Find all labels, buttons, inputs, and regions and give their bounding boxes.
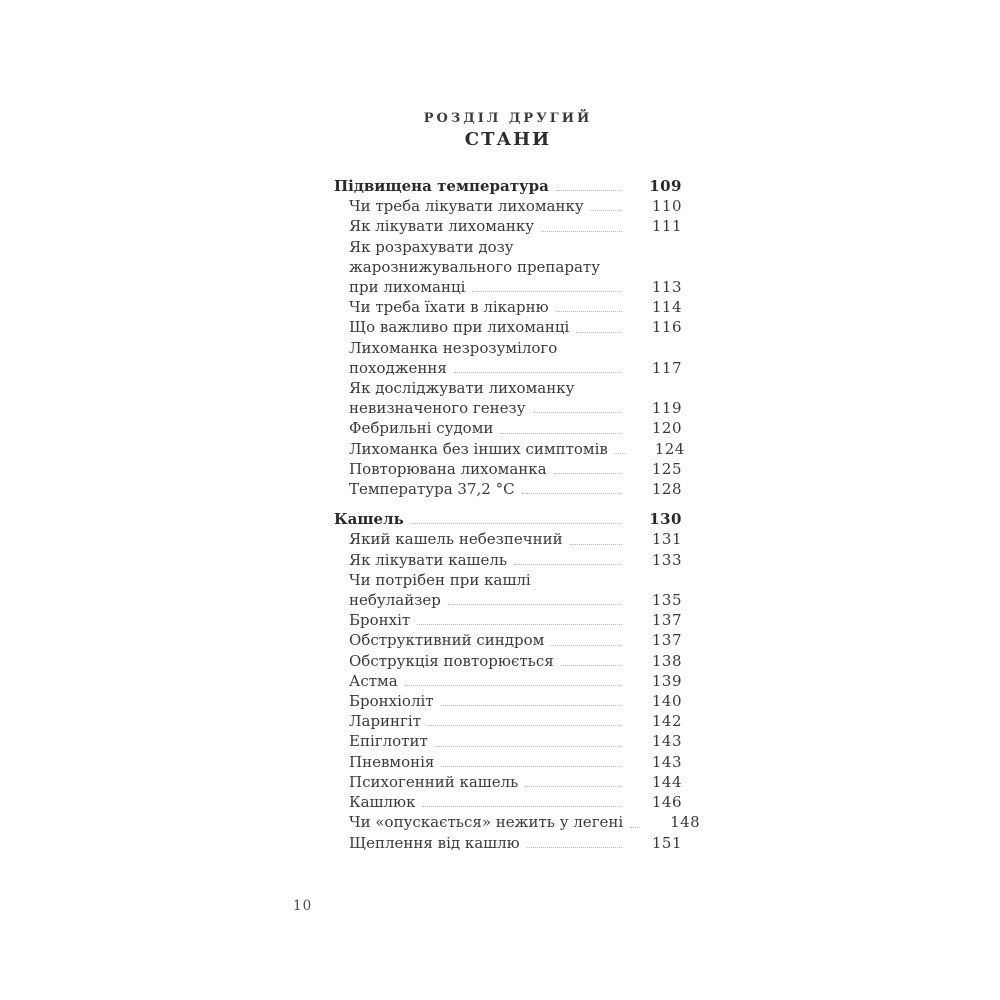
dotted-leader: [554, 459, 622, 479]
dotted-leader: [533, 398, 622, 418]
dotted-leader: [541, 216, 622, 236]
dotted-leader: [454, 358, 622, 378]
toc-entry-title: Температура 37,2 °С: [349, 480, 515, 499]
toc-entry-title: Пневмонія: [349, 752, 435, 771]
toc-page-number: 119: [651, 399, 682, 418]
toc-entry-row: [334, 671, 682, 691]
dotted-leader: [556, 297, 622, 317]
dotted-leader: [411, 509, 622, 529]
toc-entry-title: Психогенний кашель: [349, 772, 519, 791]
toc-entry-title: Кашлюк: [349, 793, 416, 812]
toc-section-title: Кашель: [334, 510, 404, 529]
dotted-leader: [615, 439, 625, 459]
dotted-leader: [630, 812, 640, 832]
toc-entry-title: Щеплення від кашлю: [349, 833, 520, 852]
toc-entry-title: Як досліджувати лихоманку: [349, 379, 575, 398]
dotted-leader: [472, 277, 622, 297]
dotted-leader: [441, 691, 622, 711]
toc-entry-row: [334, 398, 682, 418]
toc-entry-row: [334, 196, 682, 216]
toc-entry-row: [334, 630, 682, 650]
toc-section-title: Підвищена температура: [334, 177, 549, 195]
dotted-leader: [522, 479, 622, 499]
dotted-leader: [551, 630, 622, 650]
toc-page-number: 124: [654, 439, 685, 458]
toc-entry-title: Чи потрібен при кашлі: [349, 570, 531, 589]
toc-entry-row: [334, 277, 682, 297]
toc-entry-row: [334, 418, 682, 438]
toc-entry-title: Повторювана лихоманка: [349, 459, 547, 478]
toc-entry-row: [334, 459, 682, 479]
toc-entry-title: Який кашель небезпечний: [349, 530, 563, 549]
toc-page-number: 120: [651, 419, 682, 438]
toc-list: [334, 176, 701, 853]
dotted-leader: [435, 731, 622, 751]
toc-page-number: 135: [651, 591, 682, 610]
toc-page-number: 109: [649, 177, 682, 195]
toc-entry-row: [334, 529, 682, 549]
toc-page-number: 148: [670, 813, 701, 832]
toc-entry-row: [334, 550, 682, 570]
toc-page-number: 114: [651, 298, 682, 317]
toc-entry-title: Обструкція повторюється: [349, 651, 554, 670]
toc-entry-row: [334, 257, 682, 277]
toc-entry-row: [334, 772, 682, 792]
toc-entry-row: [334, 711, 682, 731]
chapter-title: СТАНИ: [464, 129, 552, 150]
toc-entry-title: Бронхіт: [349, 611, 411, 630]
dotted-leader: [525, 772, 622, 792]
toc-page-number: 143: [651, 752, 682, 771]
toc-page-number: 116: [651, 318, 682, 337]
toc-page-number: 137: [651, 611, 682, 630]
dotted-leader: [556, 176, 622, 196]
toc-entry-row: [334, 297, 682, 317]
dotted-leader: [500, 418, 622, 438]
toc-page-number: 142: [651, 712, 682, 731]
toc-page-number: 131: [651, 530, 682, 549]
chapter-label: РОЗДІЛ ДРУГИЙ: [423, 111, 593, 126]
toc-entry-title: Лихоманка без інших симптомів: [349, 439, 608, 458]
toc-entry-row: [334, 378, 682, 398]
toc-page-number: 110: [651, 197, 682, 216]
toc-entry-title: Як розрахувати дозу: [349, 237, 514, 256]
toc-entry-row: [334, 439, 685, 459]
toc-page-number: 144: [651, 772, 682, 791]
toc-entry-row: [334, 691, 682, 711]
dotted-leader: [448, 590, 622, 610]
toc-section: [334, 176, 685, 499]
toc-page-number: 130: [649, 510, 682, 529]
toc-page-number: 151: [651, 833, 682, 852]
toc-page-number: 146: [651, 793, 682, 812]
toc-entry-row: [334, 812, 701, 832]
dotted-leader: [561, 651, 622, 671]
toc-page-number: 113: [651, 278, 682, 297]
dotted-leader: [576, 317, 622, 337]
toc-entry-title: Чи треба лікувати лихоманку: [349, 197, 584, 216]
toc-entry-title: Астма: [349, 671, 398, 690]
toc-page-number: 111: [651, 217, 682, 236]
toc-entry-title: Ларингіт: [349, 712, 422, 731]
toc-entry-row: [334, 338, 682, 358]
toc-page-number: 138: [651, 651, 682, 670]
toc-entry-title: Що важливо при лихоманці: [349, 318, 570, 337]
toc-entry-title: жарознижувального препарату: [349, 257, 601, 276]
dotted-leader: [422, 792, 622, 812]
toc-entry-title: Чи треба їхати в лікарню: [349, 298, 549, 317]
toc-entry-title: небулайзер: [349, 591, 441, 610]
toc-page-number: 117: [651, 358, 682, 377]
toc-entry-title: Бронхіоліт: [349, 692, 434, 711]
toc-entry-row: [334, 731, 682, 751]
toc-entry-title: Фебрильні судоми: [349, 419, 494, 438]
toc-entry-row: [334, 358, 682, 378]
toc-entry-title: Чи «опускається» нежить у легені: [349, 813, 624, 832]
toc-page-number: 143: [651, 732, 682, 751]
toc-section: [334, 509, 701, 852]
toc-page-number: 137: [651, 631, 682, 650]
toc-entry-title: Обструктивний синдром: [349, 631, 545, 650]
toc-page-number: 133: [651, 550, 682, 569]
dotted-leader: [591, 196, 622, 216]
toc-section-row: [334, 509, 682, 529]
toc-entry-row: [334, 752, 682, 772]
toc-entry-row: [334, 610, 682, 630]
toc-entry-row: [334, 479, 682, 499]
dotted-leader: [428, 711, 622, 731]
toc-entry-title: походження: [349, 358, 447, 377]
toc-entry-row: [334, 590, 682, 610]
toc-entry-row: [334, 237, 682, 257]
toc-entry-title: невизначеного генезу: [349, 399, 526, 418]
toc-entry-row: [334, 216, 682, 236]
toc-entry-row: [334, 651, 682, 671]
page-number: 10: [293, 898, 313, 914]
toc-page-number: 125: [651, 459, 682, 478]
toc-entry-row: [334, 570, 682, 590]
toc-page-number: 140: [651, 692, 682, 711]
toc-entry-title: Лихоманка незрозумілого: [349, 338, 558, 357]
toc-section-row: [334, 176, 682, 196]
toc-entry-title: при лихоманці: [349, 278, 466, 297]
toc-page-number: 128: [651, 480, 682, 499]
toc-entry-row: [334, 833, 682, 853]
dotted-leader: [514, 550, 622, 570]
dotted-leader: [527, 833, 622, 853]
toc-entry-title: Епіглотит: [349, 732, 428, 751]
dotted-leader: [405, 671, 622, 691]
dotted-leader: [417, 610, 622, 630]
toc-entry-row: [334, 317, 682, 337]
dotted-leader: [570, 529, 622, 549]
toc-entry-row: [334, 792, 682, 812]
toc-entry-title: Як лікувати кашель: [349, 550, 508, 569]
toc-entry-title: Як лікувати лихоманку: [349, 217, 535, 236]
dotted-leader: [441, 752, 622, 772]
toc-page-number: 139: [651, 671, 682, 690]
